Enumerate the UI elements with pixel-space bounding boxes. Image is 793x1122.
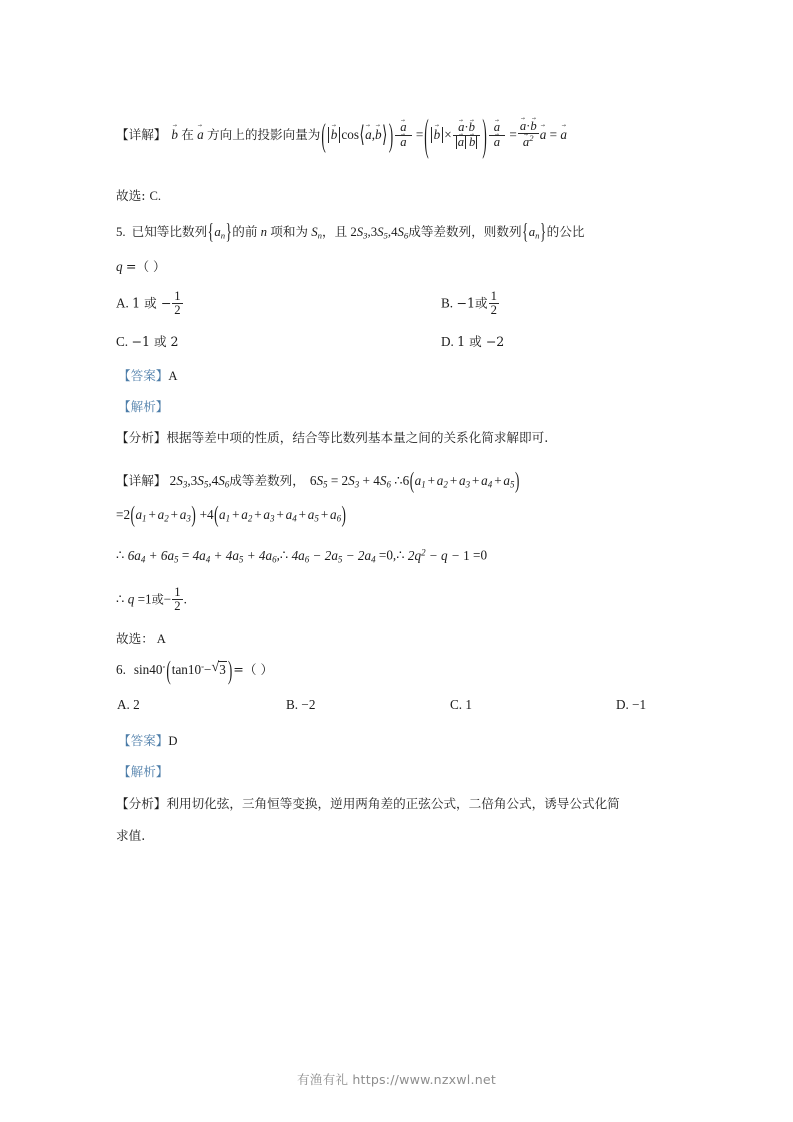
q6-answer-value: D — [168, 734, 178, 748]
zero-1: 0 — [386, 547, 393, 563]
q5-option-b-key: B. — [441, 295, 454, 311]
sum-a1-a3: $a_1$ + $a_2$ + $a_3$ — [135, 507, 191, 524]
therefore-1: ∴ — [394, 473, 403, 488]
value-1: 1 — [145, 591, 152, 607]
q6-fenxi-line-2 — [116, 825, 145, 844]
vector-a-final: a → — [560, 127, 567, 143]
q5-stem-comma: ，且 — [321, 224, 348, 239]
brace-close-an-1: } — [225, 219, 232, 245]
q4-conclusion-label: 故选: — [116, 188, 146, 203]
q6-option-b-text: −2 — [301, 697, 316, 712]
lhs-6a4-6a5: $6a_4 + 6a_5$ — [127, 547, 179, 565]
q5-option-a-fraction — [172, 290, 182, 318]
paren-open-sum6: ( — [214, 501, 219, 528]
q6-option-a-text: 2 — [133, 697, 140, 712]
q5-stem-part1: 已知等比数列 — [131, 224, 208, 239]
minus-sign-result: − — [163, 591, 172, 607]
cos-operator: cos — [341, 127, 359, 143]
q6-jiexi-label: 【解析】 — [118, 764, 169, 779]
equals-1: = — [415, 127, 424, 143]
q6-number: 6. — [116, 662, 126, 677]
rhs-4a4-4a5-4a6: $4a_4 + 4a_5 + 4a_6$ — [192, 547, 277, 565]
q4-statement-prefix: 在 — [181, 127, 194, 143]
huo-character: 或 — [151, 592, 164, 607]
angle-bracket-close: ⟩ — [382, 121, 388, 148]
term-4S6: $4S_6$ — [211, 473, 230, 490]
q5-conclusion-line — [116, 628, 166, 647]
q6-equals-paren: =（ ） — [233, 662, 274, 677]
q4-answer-value: C. — [149, 189, 162, 203]
q-result: q — [127, 591, 135, 607]
q5-option-a-lead: 1 或 − — [132, 295, 172, 311]
q6-fenxi-text-1: 利用切化弦，三角恒等变换，逆用两角差的正弦公式，二倍角公式，诱导公式化简 — [166, 796, 620, 811]
brace-open-an-2: { — [522, 219, 529, 245]
q5-option-c-key: C. — [116, 334, 129, 349]
q5-option-a-num: 1 — [174, 289, 181, 303]
term-3S5: $3S_5$ — [190, 473, 209, 490]
q5-conclusion-value: A — [156, 632, 166, 646]
q5-fenxi-label: 【分析】 — [116, 430, 167, 445]
q5-option-a-den: 2 — [174, 303, 181, 318]
sqrt-3 — [211, 661, 226, 678]
plus-deriv-1: + — [362, 473, 370, 488]
q5-option-b-num: 1 — [490, 289, 497, 303]
q5-stem-line: 5. 已知等比数列$\{a_n\}$的前 n 项和为 $S_n$，且 $2S_3,3S_5,4S_6$成等差数列，则数列$\{a_n\}$的公比 — [116, 219, 585, 245]
q6-minus: − — [204, 662, 212, 677]
paren-close-sum5: ) — [514, 467, 520, 494]
q6-option-b[interactable] — [286, 697, 315, 713]
angle-bracket-open: ⟨ — [359, 121, 365, 148]
paren-open-sum5: ( — [409, 467, 415, 494]
radical-sign: √ — [211, 660, 220, 676]
q5-option-a[interactable] — [116, 290, 184, 318]
q5-fenxi-line — [116, 427, 548, 446]
therefore-3: ∴ — [279, 547, 289, 563]
q5-stem-part2: 的前 — [232, 224, 258, 239]
q5-option-d-key: D. — [441, 334, 454, 349]
q5-deriv-text-1: 成等差数列， — [229, 473, 305, 488]
therefore-4: ∴ — [396, 547, 405, 563]
vector-b-inner: b → — [375, 127, 382, 143]
q5-option-d-text: 1 或 −2 — [457, 334, 505, 349]
equals-3: = — [549, 127, 558, 143]
q5-derivation-line-2 — [116, 501, 346, 528]
equals-deriv-6: = — [137, 591, 146, 607]
equals-deriv-2: = — [116, 507, 124, 522]
q5-seq-3S5: $3S_5$ — [370, 225, 388, 241]
vector-a: a → — [197, 127, 204, 143]
coef-4: 4 — [207, 507, 214, 522]
q6-answer-label: 【答案】 — [118, 733, 169, 748]
abs-b: b → — [328, 127, 341, 143]
paren-open-sum3: ( — [130, 501, 135, 528]
q5-stem-part5: 的公比 — [546, 224, 585, 239]
q5-stem-part4: 成等差数列，则数列 — [408, 224, 522, 239]
comma-2: , — [392, 547, 397, 563]
q6-fenxi-label: 【分析】 — [116, 796, 167, 811]
q5-option-c-text: −1 或 2 — [131, 334, 179, 349]
sequence-a: a — [214, 225, 221, 239]
coef-6: 6 — [402, 473, 410, 488]
brace-close-an-2: } — [539, 219, 547, 245]
vector-b: b → — [171, 127, 178, 143]
q5-option-c[interactable] — [116, 331, 179, 350]
q5-answer-label: 【答案】 — [118, 368, 169, 383]
sin-operator: sin — [133, 662, 150, 677]
q6-option-a-key: A. — [117, 697, 130, 712]
q6-option-a[interactable] — [117, 697, 140, 713]
q6-option-d[interactable] — [616, 697, 646, 713]
equals-deriv-1: = — [330, 473, 339, 488]
footer-watermark — [0, 1069, 793, 1088]
q6-paren-open: ( — [166, 654, 171, 685]
equals-2: = — [509, 127, 517, 143]
vector-a-result: a → — [540, 127, 547, 143]
q5-stem-S: S — [311, 225, 318, 239]
q4-conclusion-line — [116, 185, 161, 204]
sum-a1-a6: $a_1$ + $a_2$ + $a_3$ + $a_4$ + $a_5$ + $a_6$ — [219, 507, 342, 524]
q5-stem-S-sub: n — [317, 230, 322, 241]
q6-option-c-key: C. — [450, 697, 463, 712]
q6-fenxi-text-2: 求值. — [116, 828, 146, 843]
tan-operator: tan — [171, 662, 188, 677]
q5-equals-paren: =（ ） — [125, 259, 166, 274]
eq-2S3: $2S_3$ — [341, 473, 360, 490]
q4-statement-mid: 方向上的投影向量为 — [207, 127, 321, 143]
q5-jiexi-line — [118, 396, 168, 415]
q5-stem-n: n — [260, 225, 268, 239]
q6-jiexi-line — [118, 761, 168, 780]
angle-10: 10 — [187, 662, 202, 677]
open-paren-big: ( — [321, 115, 326, 154]
frac-a-over-absa: $\frac{a \to}{a}$ → — [395, 121, 411, 149]
q6-option-d-text: −1 — [632, 697, 647, 712]
q5-fenxi-text: 根据等差中项的性质，结合等比数列基本量之间的关系化简求解即可. — [166, 430, 549, 445]
period-1: . — [183, 591, 187, 607]
q5-answer-line — [118, 365, 177, 384]
footer-text: 有渔有礼 https://www.nzxwl.net — [297, 1072, 496, 1087]
degree-symbol-2: ◦ — [201, 662, 204, 672]
vector-a-inner: a → — [365, 127, 372, 143]
close-paren-big-2: ) — [482, 108, 487, 160]
equals-deriv-4: = — [378, 547, 387, 563]
q5-number: 5. — [116, 225, 126, 239]
frac-a-over-absa-2: $\frac{a \to}{a}$ → — [489, 121, 505, 149]
therefore-2: ∴ — [116, 547, 125, 563]
paren-close-sum3: ) — [191, 501, 196, 528]
coef-2: 2 — [123, 507, 131, 522]
zero-2: 0 — [480, 547, 488, 563]
q5-option-b-fraction — [489, 290, 499, 318]
xiangjie-label: 【详解】 — [116, 127, 167, 143]
quadratic-expr: $2q^2 - q - 1$ — [407, 547, 470, 563]
q6-option-c-text: 1 — [465, 697, 472, 712]
q6-option-c[interactable] — [450, 697, 472, 713]
q5-jiexi-label: 【解析】 — [118, 399, 169, 414]
q5-answer-value: A — [168, 369, 178, 383]
q5-conclusion-label: 故选： — [116, 631, 154, 646]
q6-answer-line — [118, 730, 177, 749]
q5-option-b-lead: −1或 — [456, 295, 488, 311]
term-2S3: $2S_3$ — [169, 473, 188, 490]
sequence-a-2: a — [528, 225, 536, 239]
frac-adotb-over-absa-absb: $\frac{a \to\cdot b \to}{a \to b}$ → — [453, 121, 481, 149]
q6-fenxi-line-1 — [116, 793, 620, 812]
comma-1: , — [276, 547, 280, 563]
angle-40: 40 — [149, 662, 163, 677]
paren-close-sum6: ) — [341, 501, 346, 528]
abs-b-2: b → — [431, 127, 444, 143]
close-paren-big: ) — [388, 115, 394, 154]
q6-paren-close: ) — [227, 654, 233, 685]
q5-derivation-line-4 — [116, 586, 187, 614]
therefore-5: ∴ — [116, 591, 125, 607]
q6-option-d-key: D. — [616, 697, 629, 712]
eq-4S6: $4S_6$ — [373, 473, 391, 490]
sum-a1-a5: $a_1$ + $a_2$ + $a_3$ + $a_4$ + $a_5$ — [414, 473, 515, 490]
half-fraction-result: $\frac{1}{2}$ — [174, 585, 181, 614]
q5-stem-line2 — [116, 256, 166, 275]
expr-4a6-2a5-2a4: $4a_6 - 2a_5 - 2a_4$ — [291, 547, 376, 565]
q5-option-a-key: A. — [116, 295, 129, 311]
q5-stem-part3: 项和为 — [270, 224, 309, 239]
plus-deriv-2: + — [199, 507, 208, 522]
q4-xiangjie-line: 【详解】 b → 在 a → 方向上的投影向量为( b → cos⟨a →,b →⟩ ) $\frac{a \to}{a}$ → =( b → × $\frac{a \to\cdot b \to}{a \to b}$ → ) $\frac{a \to}{a}$ → = $\frac{a \to\cdot b \to}{a \to^2}$ a → = a → — [116, 120, 567, 149]
q5-option-b[interactable] — [441, 290, 500, 318]
q5-option-b-den: 2 — [490, 303, 497, 318]
open-paren-big-2: ( — [424, 108, 429, 160]
q5-seq-2S3: $2S_3$ — [350, 225, 368, 241]
radicand-3: 3 — [219, 662, 226, 677]
q5-derivation-line-1: 【详解】 $2S_3,3S_5,4S_6$成等差数列， $6S_5 = 2S_3 + 4S_6$ $\therefore 6(a_1$ + $a_2$ + $a_3$ + $a_4$ + $a_5$) — [116, 467, 520, 494]
equals-deriv-3: = — [181, 547, 190, 563]
degree-symbol-1: ◦ — [162, 662, 166, 672]
times-operator: × — [444, 127, 452, 143]
q6-stem-line — [116, 654, 274, 685]
q5-option-d[interactable] — [441, 331, 504, 350]
q5-xiangjie-label: 【详解】 — [116, 473, 167, 488]
q5-variable-q: q — [116, 259, 123, 274]
q5-seq-4S6: $4S_6$ — [391, 225, 409, 241]
q6-option-b-key: B. — [286, 697, 299, 712]
frac-adotb-over-asq: $\frac{a \to\cdot b \to}{a \to^2}$ — [518, 120, 539, 149]
brace-open-an-1: { — [207, 219, 214, 245]
q5-derivation-line-3 — [116, 547, 487, 564]
equals-deriv-5: = — [473, 547, 481, 563]
eq-6S5: $6S_5$ — [309, 473, 328, 490]
